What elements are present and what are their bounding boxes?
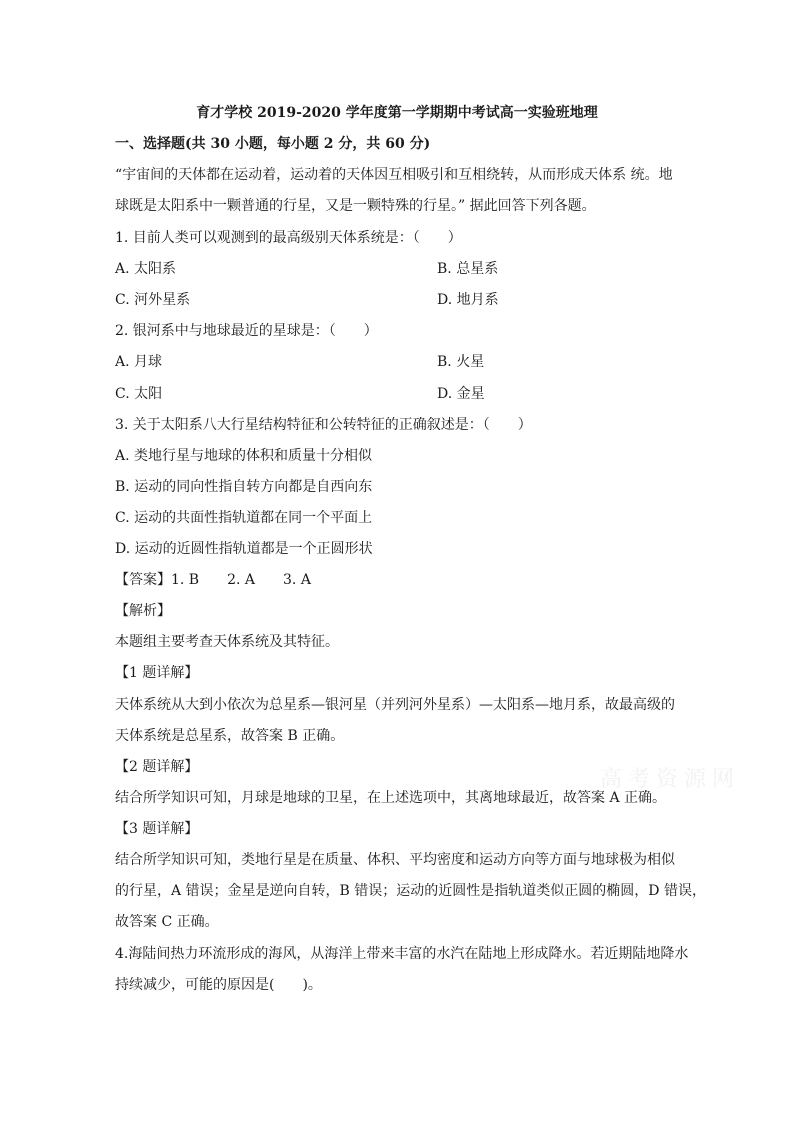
q1-stem: 1. 目前人类可以观测到的最高级别天体系统是：（ ） — [115, 230, 462, 246]
q3-option-a: A. 类地行星与地球的体积和质量十分相似 — [115, 448, 373, 464]
q3-option-d: D. 运动的近圆性指轨道都是一个正圆形状 — [115, 541, 373, 557]
detail-1-line-1: 天体系统从大到小依次为总星系—银河星（并列河外星系）—太阳系—地月系，故最高级的 — [115, 697, 675, 713]
q2-option-a: A. 月球 — [115, 354, 163, 370]
q3-option-b: B. 运动的同向性指自转方向都是自西向东 — [115, 479, 373, 495]
intro-line-1: “宇宙间的天体都在运动着，运动着的天体因互相吸引和互相绕转，从而形成天体系 统。地 — [115, 167, 673, 183]
q2-option-c: C. 太阳 — [115, 386, 163, 402]
detail-3-heading: 【3 题详解】 — [115, 821, 199, 837]
analysis-heading: 【解析】 — [115, 603, 171, 619]
detail-3-line-2: 的行星，A 错误；金星是逆向自转，B 错误；运动的近圆性是指轨道类似正圆的椭圆，D 错误， — [115, 883, 706, 899]
q3-option-c: C. 运动的共面性指轨道都在同一个平面上 — [115, 510, 373, 526]
intro-line-2: 球既是太阳系中一颗普通的行星，又是一颗特殊的行星。” 据此回答下列各题。 — [115, 198, 596, 214]
q2-option-b: B. 火星 — [437, 354, 485, 370]
watermark: 高考资源网 — [600, 767, 741, 792]
q1-option-b: B. 总星系 — [437, 261, 499, 277]
detail-1-heading: 【1 题详解】 — [115, 665, 199, 681]
q2-option-d: D. 金星 — [437, 386, 485, 402]
detail-3-line-3: 故答案 C 正确。 — [115, 914, 219, 930]
q3-stem: 3. 关于太阳系八大行星结构特征和公转特征的正确叙述是：（ ） — [115, 417, 532, 433]
document-title: 育才学校 2019-2020 学年度第一学期期中考试高一实验班地理 — [196, 105, 598, 121]
analysis-text: 本题组主要考查天体系统及其特征。 — [115, 634, 339, 650]
section-heading: 一、选择题(共 30 小题，每小题 2 分，共 60 分) — [115, 136, 431, 152]
detail-1-line-2: 天体系统是总星系，故答案 B 正确。 — [115, 728, 345, 744]
detail-3-line-1: 结合所学知识可知，类地行星是在质量、体积、平均密度和运动方向等方面与地球极为相似 — [115, 852, 675, 868]
answer-line: 【答案】1. B 2. A 3. A — [115, 572, 311, 588]
q1-option-d: D. 地月系 — [437, 292, 499, 308]
q4-stem-line-1: 4.海陆间热力环流形成的海风，从海洋上带来丰富的水汽在陆地上形成降水。若近期陆地降水 — [115, 946, 689, 962]
q1-option-a: A. 太阳系 — [115, 261, 177, 277]
q4-stem-line-2: 持续减少，可能的原因是( )。 — [115, 977, 322, 993]
q2-stem: 2. 银河系中与地球最近的星球是：（ ） — [115, 323, 378, 339]
detail-2-heading: 【2 题详解】 — [115, 759, 199, 775]
q1-option-c: C. 河外星系 — [115, 292, 191, 308]
detail-2-line-1: 结合所学知识可知，月球是地球的卫星，在上述选项中，其离地球最近，故答案 A 正确。 — [115, 790, 667, 806]
